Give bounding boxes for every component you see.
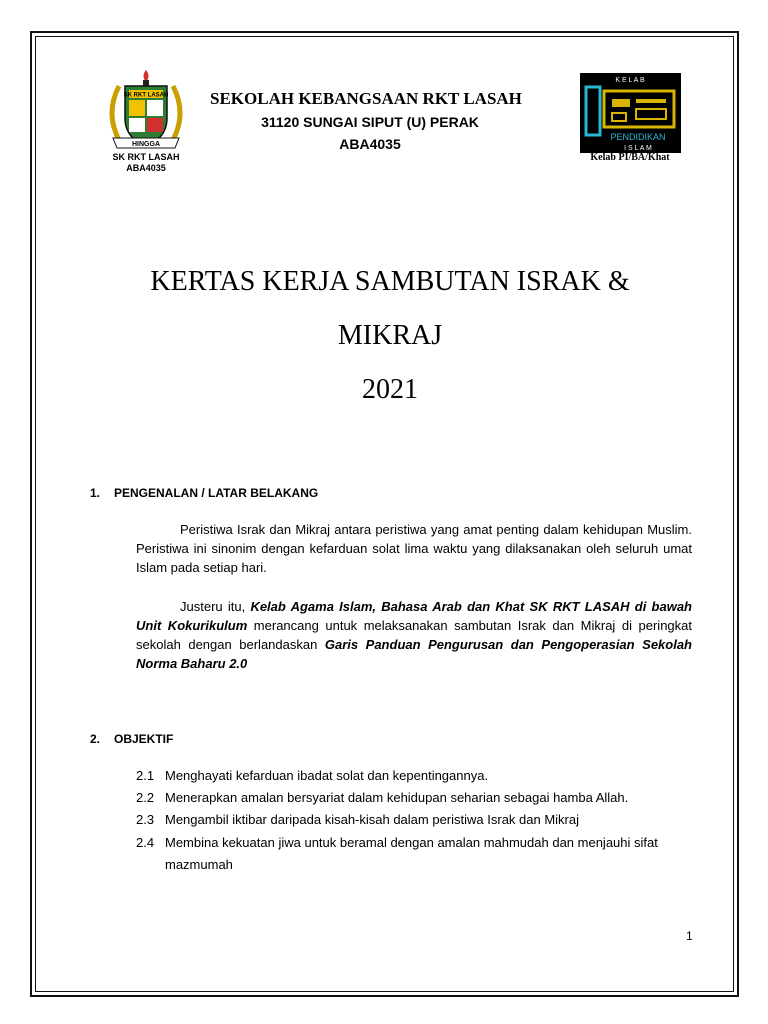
crest-caption-code: ABA4035 — [126, 163, 166, 173]
section-1-paragraph-1 — [136, 520, 692, 577]
school-crest-logo — [103, 68, 189, 160]
crest-caption-name: SK RKT LASAH — [112, 152, 180, 162]
section-2-heading — [90, 731, 173, 747]
section-1-paragraph-1-text: Peristiwa Israk dan Mikraj antara peristiwa yang amat penting dalam kehidupan Muslim. Peristiwa ini sinonim dengan kefarduan solat lima waktu yang dilaksanakan oleh seluruh umat Islam pada setiap hari. — [136, 522, 692, 575]
section-1-heading — [90, 485, 318, 501]
paragraph-2-body: merancang untuk melaksanakan sambutan Israk dan Mikraj di peringkat sekolah dengan berlandaskan — [136, 618, 692, 652]
objective-number: 2.2 — [136, 790, 155, 805]
paragraph-2-club-name: Kelab Agama Islam, Bahasa Arab dan Khat SK RKT LASAH di bawah Unit Kokurikulum — [136, 599, 693, 633]
crest-caption — [96, 152, 196, 174]
document-title-year: 2021 — [362, 374, 418, 405]
section-1-number: 1. — [90, 486, 101, 500]
objective-text: Menghayati kefarduan ibadat solat dan kepentingannya. — [165, 768, 489, 783]
paragraph-2-guideline-name: Garis Panduan Pengurusan dan Pengoperasian Sekolah Norma Baharu 2.0 — [136, 637, 692, 671]
club-logo — [580, 73, 681, 153]
objective-text: Mengambil iktibar daripada kisah-kisah dalam peristiwa Israk dan Mikraj — [165, 812, 580, 827]
objective-number: 2.4 — [136, 835, 155, 850]
school-address: 31120 SUNGAI SIPUT (U) PERAK — [261, 114, 479, 130]
crest-text-top: SK RKT LASAH — [123, 92, 169, 99]
section-1-paragraph-2 — [136, 597, 692, 673]
objective-number: 2.1 — [136, 768, 155, 783]
objective-item — [136, 788, 696, 808]
objective-item — [136, 766, 696, 786]
document-title-line-1: KERTAS KERJA SAMBUTAN ISRAK & — [150, 266, 630, 297]
section-2-number: 2. — [90, 732, 101, 746]
page-number: 1 — [686, 929, 693, 943]
section-2-title: OBJEKTIF — [114, 732, 174, 746]
paragraph-2-intro: Justeru itu, — [180, 599, 251, 614]
school-code: ABA4035 — [339, 136, 401, 152]
club-logo-bottom-text: I S L A M — [624, 145, 652, 152]
document-title-line-2: MIKRAJ — [337, 320, 443, 351]
objective-text: Membina kekuatan jiwa untuk beramal dengan amalan mahmudah dan menjauhi sifat mazmumah — [165, 835, 658, 872]
school-name: SEKOLAH KEBANGSAAN RKT LASAH — [210, 89, 522, 108]
club-label: Kelab PI/BA/Khat — [590, 152, 670, 163]
objective-item — [136, 832, 692, 876]
club-logo-top-text: K E L A B — [615, 77, 645, 84]
objective-item — [136, 810, 696, 830]
section-1-title: PENGENALAN / LATAR BELAKANG — [114, 486, 319, 500]
club-logo-mid-text: PENDIDIKAN — [610, 132, 666, 142]
objective-text: Menerapkan amalan bersyariat dalam kehidupan seharian sebagai hamba Allah. — [165, 790, 629, 805]
objective-number: 2.3 — [136, 812, 155, 827]
crest-ribbon-text: HINGGA — [132, 141, 160, 148]
